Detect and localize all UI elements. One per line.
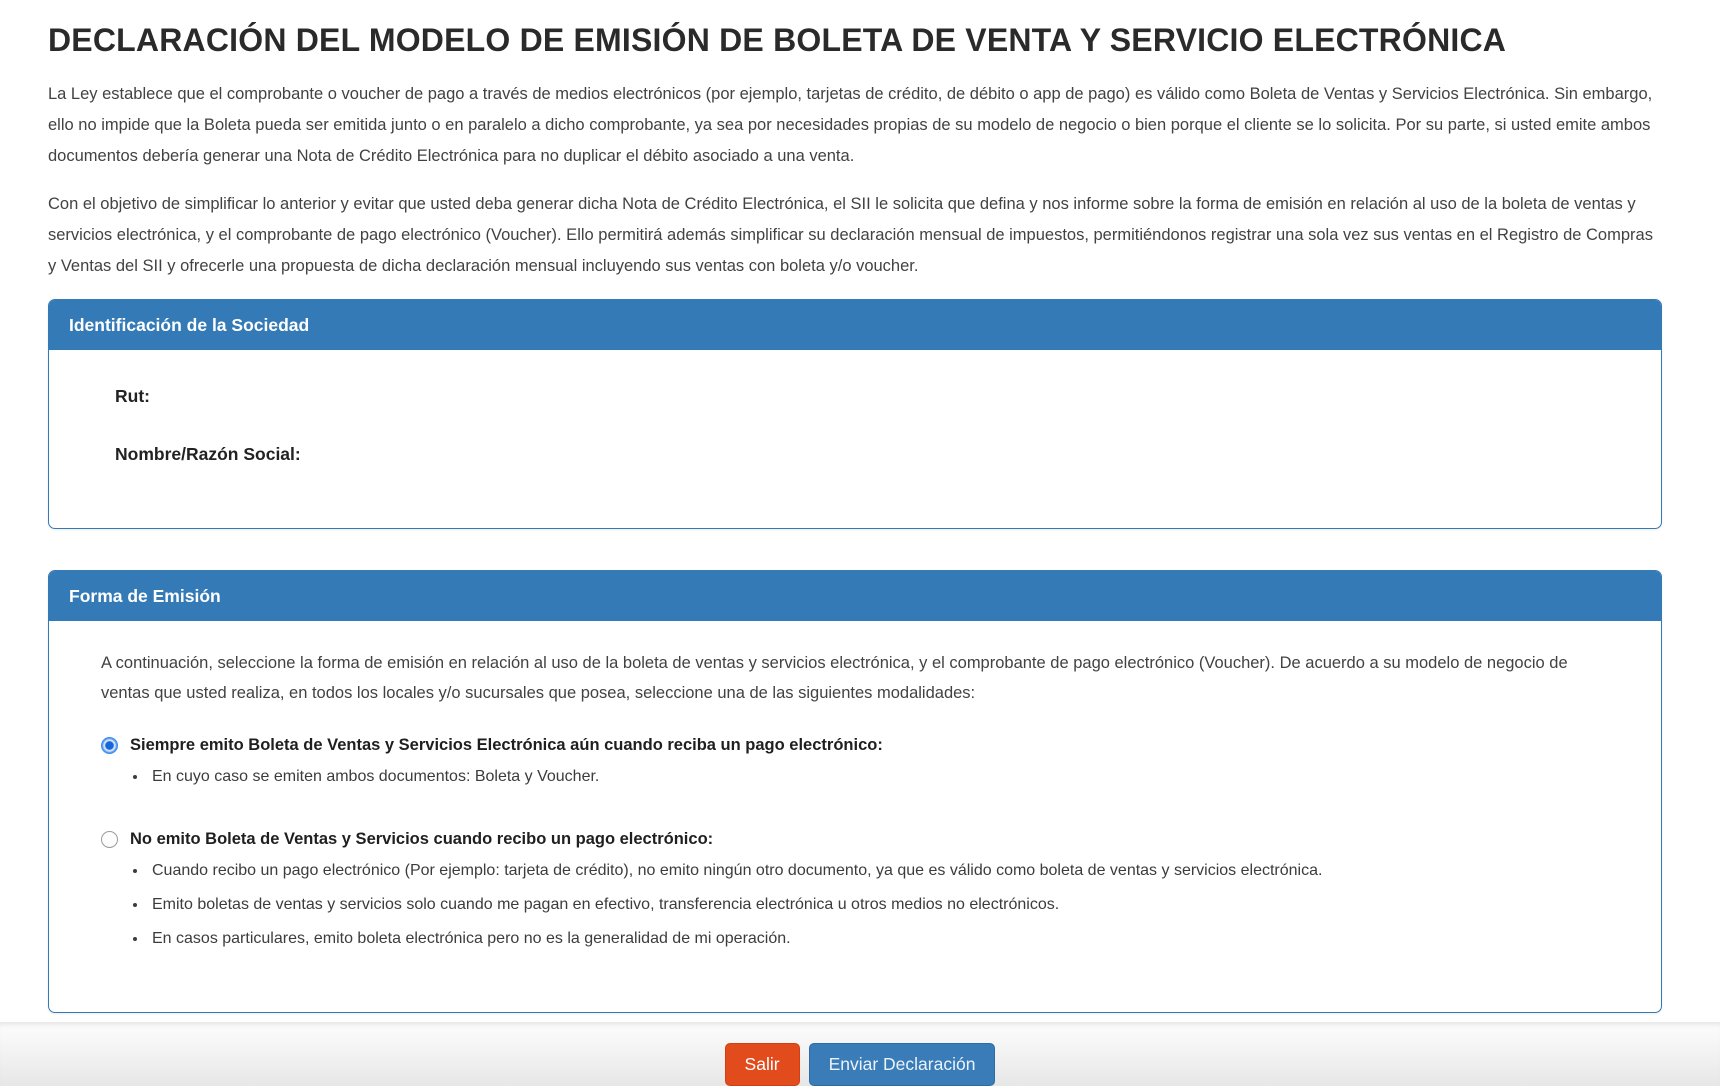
intro-paragraph-1: La Ley establece que el comprobante o voucher de pago a través de medios electrónicos (por ejemplo, tarjetas de crédito, de débito o app de pago) es válido como Boleta de Ventas y Servicios Electrónica. Sin embargo, ello no impide que la Boleta pueda ser emitida junto o en paralelo a dicho comprobante, ya sea por necesidades propias de su modelo de negocio o bien porque el cliente se lo solicita. Por su parte, si usted emite ambos documentos debería generar una Nota de Crédito Electrónica para no duplicar el débito asociado a una venta. — [48, 85, 1653, 165]
identification-panel-title: Identificación de la Sociedad — [49, 300, 1661, 350]
radio-row-no-emito[interactable] — [101, 830, 1601, 849]
intro-paragraph-2: Con el objetivo de simplificar lo anterior y evitar que usted deba generar dicha Nota de Crédito Electrónica, el SII le solicita que defina y nos informe sobre la forma de emisión en relación al uso de la boleta de ventas y servicios electrónica, y el comprobante de pago electrónico (Voucher). Ello permitirá además simplificar su declaración mensual de impuestos, permitiéndonos registrar una sola vez sus ventas en el Registro de Compras y Ventas del SII y ofrecerle una propuesta de dicha declaración mensual incluyendo sus ventas con boleta y/o voucher. — [48, 195, 1653, 275]
intro-text — [48, 79, 1662, 282]
emission-panel-body — [49, 621, 1661, 1012]
option-siempre-emito — [101, 736, 1601, 786]
emission-panel-title: Forma de Emisión — [49, 571, 1661, 621]
option-siempre-emito-label: Siempre emito Boleta de Ventas y Servicios Electrónica aún cuando reciba un pago electrónico: — [130, 736, 883, 754]
emission-panel — [48, 570, 1662, 1013]
radio-row-siempre-emito[interactable] — [101, 736, 1601, 755]
razon-social-label: Nombre/Razón Social: — [115, 444, 301, 464]
emission-instructions: A continuación, seleccione la forma de emisión en relación al uso de la boleta de ventas y servicios electrónica, y el comprobante de pago electrónico (Voucher). De acuerdo a su modelo de negocio de ventas que usted realiza, en todos los locales y/o sucursales que posea, seleccione una de las siguientes modalidades: — [101, 654, 1568, 702]
bullet-item: • Cuando recibo un pago electrónico (Por ejemplo: tarjeta de crédito), no emito ningún otro documento, ya que es válido como boleta de ventas y servicios electrónica. — [148, 862, 1601, 880]
radio-siempre-emito-icon[interactable] — [101, 737, 118, 754]
page-title: DECLARACIÓN DEL MODELO DE EMISIÓN DE BOLETA DE VENTA Y SERVICIO ELECTRÓNICA — [48, 22, 1507, 58]
bullet-item: • Emito boletas de ventas y servicios solo cuando me pagan en efectivo, transferencia electrónica u otros medios no electrónicos. — [148, 896, 1601, 914]
option-no-emito-bullets — [148, 862, 1601, 948]
bullet-item: • En casos particulares, emito boleta electrónica pero no es la generalidad de mi operación. — [148, 930, 1601, 948]
identification-panel — [48, 299, 1662, 529]
radio-no-emito-icon[interactable] — [101, 831, 118, 848]
identification-panel-body — [49, 350, 1661, 528]
action-bar — [0, 1022, 1720, 1086]
option-no-emito — [101, 830, 1601, 948]
submit-declaration-button[interactable]: Enviar Declaración — [809, 1043, 996, 1086]
exit-button[interactable]: Salir — [725, 1043, 800, 1086]
rut-label: Rut: — [115, 386, 150, 406]
bullet-item: • En cuyo caso se emiten ambos documentos: Boleta y Voucher. — [148, 768, 1601, 786]
option-siempre-emito-bullets — [148, 768, 1601, 786]
option-no-emito-label: No emito Boleta de Ventas y Servicios cuando recibo un pago electrónico: — [130, 830, 714, 848]
